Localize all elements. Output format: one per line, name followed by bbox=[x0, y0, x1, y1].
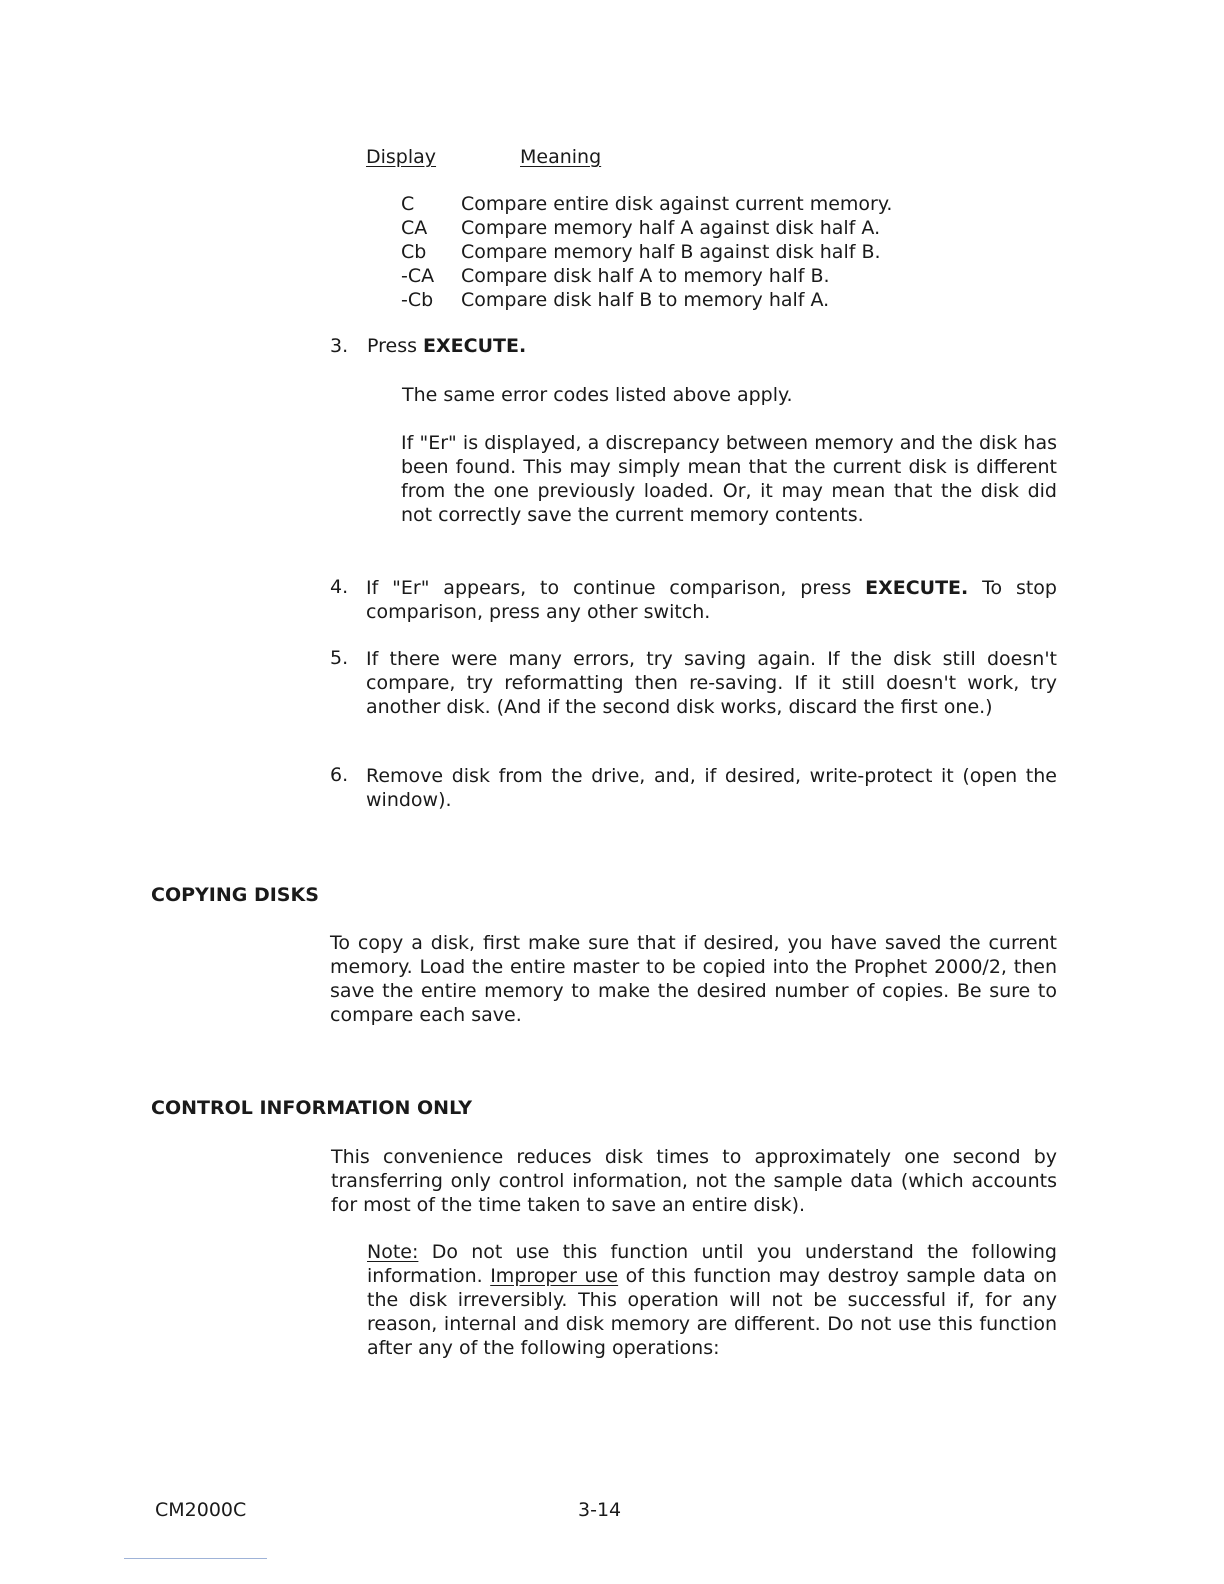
step-6-number: 6. bbox=[330, 764, 349, 786]
step-4-pre: If "Er" appears, to continue comparison, press bbox=[366, 577, 866, 599]
note-pre: Do not use this function until you understand the following information. bbox=[367, 1241, 1057, 1287]
bottom-rule bbox=[124, 1558, 267, 1559]
copying-disks-heading: COPYING DISKS bbox=[151, 884, 319, 906]
table-row bbox=[401, 216, 880, 240]
step-5-number: 5. bbox=[330, 647, 349, 669]
row-meaning: Compare entire disk against current memory. bbox=[461, 193, 893, 215]
note-post: of this function may destroy sample data on the disk irreversibly. This operation will not be successful if, for any reason, internal and disk memory are different. Do not use this function after any of the following operations: bbox=[367, 1265, 1057, 1359]
row-meaning: Compare disk half A to memory half B. bbox=[461, 265, 830, 287]
control-info-body: This convenience reduces disk times to approximately one second by transferring only control information, not the sample data (which accounts for most of the time taken to save an entire disk). bbox=[331, 1146, 1057, 1216]
note-label: Note: bbox=[367, 1241, 419, 1263]
table-row bbox=[401, 264, 830, 288]
step-4-text bbox=[366, 576, 1057, 624]
step-3-execute: EXECUTE. bbox=[423, 335, 527, 357]
copying-disks-body: To copy a disk, first make sure that if desired, you have saved the current memory. Load the entire master to be copied into the Prophet 2000/2, then save the entire memory to make the desired number of copies. Be sure to compare each save. bbox=[330, 932, 1057, 1026]
row-meaning: Compare disk half B to memory half A. bbox=[461, 289, 830, 311]
row-meaning: Compare memory half B against disk half B. bbox=[461, 241, 881, 263]
row-code: CA bbox=[401, 217, 428, 239]
step-3-paragraph-2: If "Er" is displayed, a discrepancy between memory and the disk has been found. This may simply mean that the current disk is different from the one previously loaded. Or, it may mean that the disk did not correctly save the current memory contents. bbox=[401, 432, 1057, 526]
step-4-post: To stop comparison, press any other switch. bbox=[366, 577, 1057, 623]
table-row bbox=[401, 240, 881, 264]
step-3-pre: Press bbox=[367, 335, 424, 357]
step-3-text bbox=[367, 335, 526, 357]
note-improper-use: Improper use bbox=[490, 1265, 619, 1287]
row-meaning: Compare memory half A against disk half A. bbox=[461, 217, 881, 239]
step-3-number: 3. bbox=[330, 335, 349, 357]
control-info-heading: CONTROL INFORMATION ONLY bbox=[151, 1097, 472, 1119]
step-4-number: 4. bbox=[330, 576, 349, 598]
step-5-text: If there were many errors, try saving again. If the disk still doesn't compare, try reformatting then re-saving. If it still doesn't work, try another disk. (And if the second disk works, discard the first one.) bbox=[366, 648, 1057, 718]
row-code: C bbox=[401, 193, 415, 215]
step-4-execute: EXECUTE. bbox=[865, 577, 969, 599]
step-6-text: Remove disk from the drive, and, if desired, write-protect it (open the window). bbox=[366, 765, 1057, 811]
table-header-meaning: Meaning bbox=[520, 146, 602, 168]
footer-page-number: 3-14 bbox=[578, 1499, 622, 1521]
row-code: -CA bbox=[401, 265, 435, 287]
table-row bbox=[401, 192, 892, 216]
footer-doc-id: CM2000C bbox=[155, 1499, 247, 1521]
row-code: Cb bbox=[401, 241, 427, 263]
table-header-display: Display bbox=[366, 146, 437, 168]
control-info-note bbox=[367, 1240, 1057, 1360]
table-row bbox=[401, 288, 829, 312]
step-3-paragraph-1: The same error codes listed above apply. bbox=[402, 384, 793, 406]
row-code: -Cb bbox=[401, 289, 434, 311]
